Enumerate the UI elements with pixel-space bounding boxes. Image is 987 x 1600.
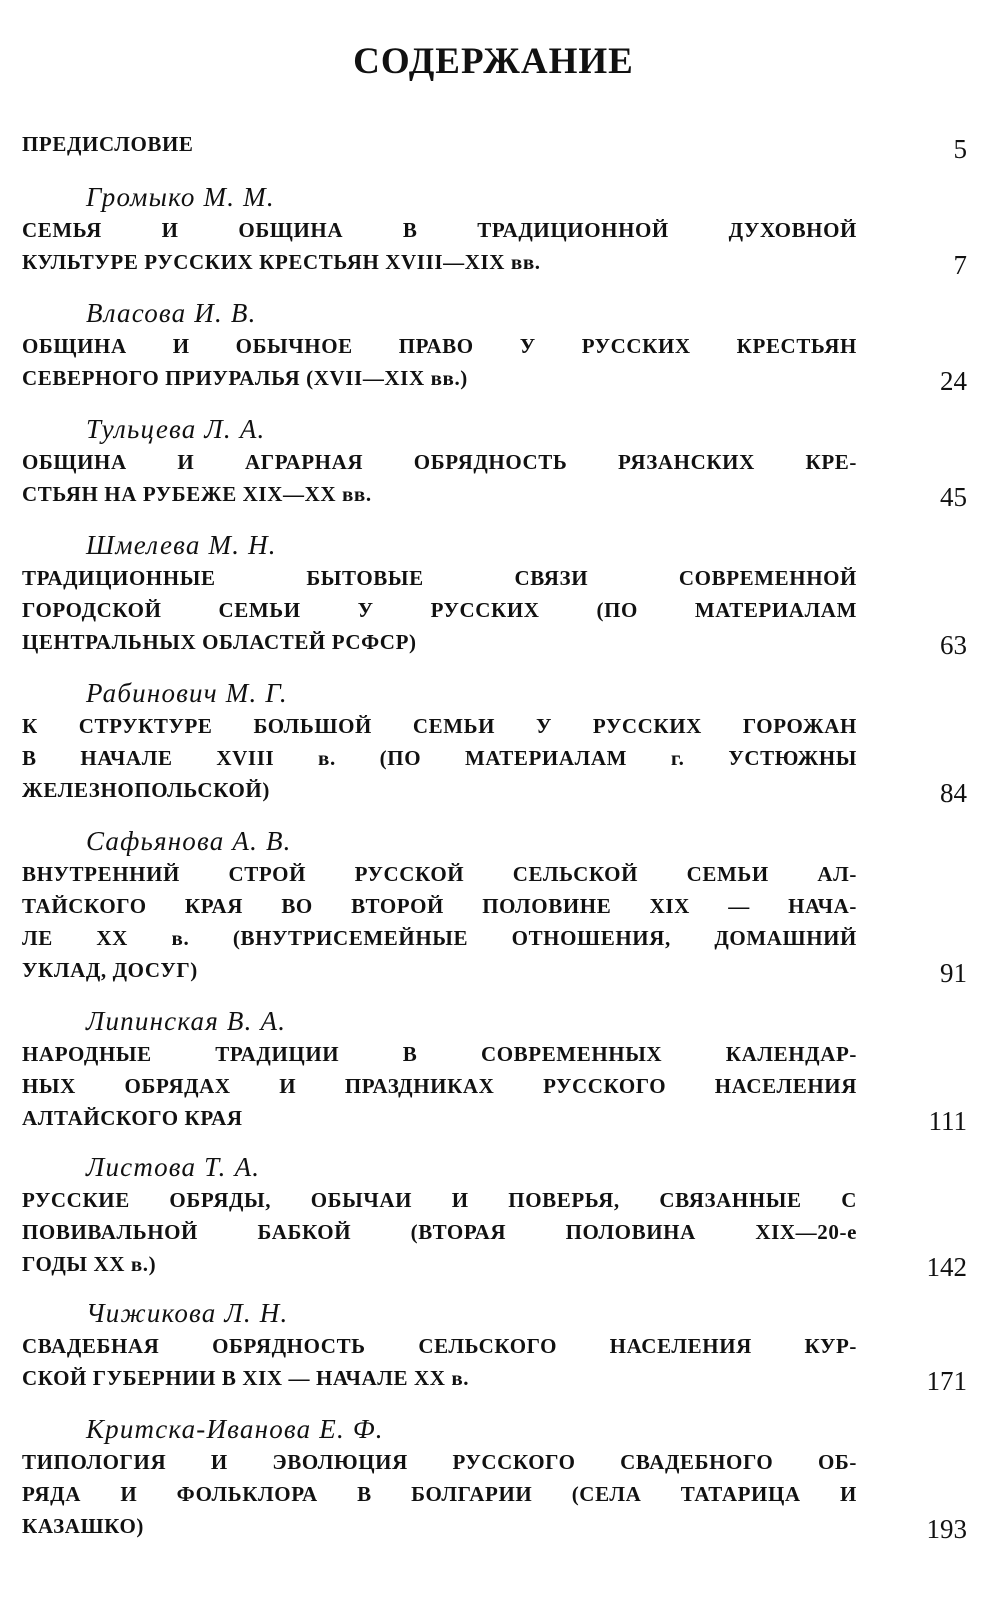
entry-title-line: РУССКИЕ ОБРЯДЫ, ОБЫЧАИ И ПОВЕРЬЯ, СВЯЗАННЫЕ С xyxy=(22,1188,857,1212)
entry-title-line: ТАЙСКОГО КРАЯ ВО ВТОРОЙ ПОЛОВИНЕ XIX — НАЧА- xyxy=(22,894,857,918)
entry-title xyxy=(22,446,857,510)
entry-page-number: 84 xyxy=(940,778,967,808)
entry-title-line: КУЛЬТУРЕ РУССКИХ КРЕСТЬЯН XVIII—XIX вв. xyxy=(22,250,541,274)
toc-entry xyxy=(22,1004,967,1134)
entry-author: Власова И. В. xyxy=(86,298,257,328)
entry-author: Чижикова Л. Н. xyxy=(86,1298,289,1328)
page-title: СОДЕРЖАНИЕ xyxy=(353,41,634,82)
entry-title-line: ЖЕЛЕЗНОПОЛЬСКОЙ) xyxy=(22,778,270,802)
toc-entry xyxy=(22,528,967,658)
entry-title-line: УКЛАД, ДОСУГ) xyxy=(22,958,198,982)
entry-page-number: 91 xyxy=(940,958,967,988)
entry-title-line: СТЬЯН НА РУБЕЖЕ XIX—XX вв. xyxy=(22,482,372,506)
entry-title-line: АЛТАЙСКОГО КРАЯ xyxy=(22,1106,243,1130)
entry-page-number: 7 xyxy=(953,250,967,280)
toc-entry xyxy=(22,296,967,394)
entry-title-line: ТРАДИЦИОННЫЕ БЫТОВЫЕ СВЯЗИ СОВРЕМЕННОЙ xyxy=(22,566,857,590)
entry-author: Тульцева Л. А. xyxy=(86,414,266,444)
entry-title-line: ЦЕНТРАЛЬНЫХ ОБЛАСТЕЙ РСФСР) xyxy=(22,630,417,654)
entry-title-line: ПОВИВАЛЬНОЙ БАБКОЙ (ВТОРАЯ ПОЛОВИНА XIX—20-е xyxy=(22,1220,857,1244)
entry-title-line: ГОДЫ XX в.) xyxy=(22,1252,157,1276)
entry-title xyxy=(22,1184,857,1280)
entry-author: Критска-Иванова Е. Ф. xyxy=(86,1414,384,1444)
entry-title xyxy=(22,330,857,394)
entry-title-line: НАРОДНЫЕ ТРАДИЦИИ В СОВРЕМЕННЫХ КАЛЕНДАР- xyxy=(22,1042,857,1066)
entry-title-line: РЯДА И ФОЛЬКЛОРА В БОЛГАРИИ (СЕЛА ТАТАРИЦА И xyxy=(22,1482,857,1506)
entry-title-line: ОБЩИНА И АГРАРНАЯ ОБРЯДНОСТЬ РЯЗАНСКИХ КРЕ- xyxy=(22,450,857,474)
entry-author: Сафьянова А. В. xyxy=(86,826,292,856)
entry-title-line: ОБЩИНА И ОБЫЧНОЕ ПРАВО У РУССКИХ КРЕСТЬЯН xyxy=(22,334,857,358)
toc-entry xyxy=(22,676,967,806)
entry-title-line: НЫХ ОБРЯДАХ И ПРАЗДНИКАХ РУССКОГО НАСЕЛЕНИЯ xyxy=(22,1074,857,1098)
entry-page-number: 63 xyxy=(940,630,967,660)
entry-page-number: 193 xyxy=(926,1514,967,1544)
entry-page-number: 5 xyxy=(953,134,967,164)
entry-author: Рабинович М. Г. xyxy=(86,678,288,708)
toc-entry xyxy=(22,412,967,510)
toc-entry xyxy=(22,1296,967,1394)
entry-title-line: ТИПОЛОГИЯ И ЭВОЛЮЦИЯ РУССКОГО СВАДЕБНОГО ОБ- xyxy=(22,1450,857,1474)
entry-title-line: ПРЕДИСЛОВИЕ xyxy=(22,132,194,156)
entry-page-number: 111 xyxy=(928,1106,967,1136)
entry-title xyxy=(22,1038,857,1134)
entry-author: Листова Т. А. xyxy=(86,1152,261,1182)
entry-author: Шмелева М. Н. xyxy=(86,530,277,560)
entry-page-number: 45 xyxy=(940,482,967,512)
entry-title xyxy=(22,858,857,986)
entry-page-number: 142 xyxy=(926,1252,967,1282)
entry-page-number: 24 xyxy=(940,366,967,396)
entry-title-line: ГОРОДСКОЙ СЕМЬИ У РУССКИХ (ПО МАТЕРИАЛАМ xyxy=(22,598,857,622)
toc-entry xyxy=(22,180,967,278)
entry-title-line: СЕВЕРНОГО ПРИУРАЛЬЯ (XVII—XIX вв.) xyxy=(22,366,468,390)
entry-title xyxy=(22,710,857,806)
entry-title-line: СВАДЕБНАЯ ОБРЯДНОСТЬ СЕЛЬСКОГО НАСЕЛЕНИЯ КУР- xyxy=(22,1334,857,1358)
toc-entry xyxy=(22,1412,967,1542)
entry-title xyxy=(22,214,857,278)
entry-author: Липинская В. А. xyxy=(86,1006,287,1036)
entry-title-line: К СТРУКТУРЕ БОЛЬШОЙ СЕМЬИ У РУССКИХ ГОРОЖАН xyxy=(22,714,857,738)
toc-entry xyxy=(22,824,967,986)
entry-title-line: СКОЙ ГУБЕРНИИ В XIX — НАЧАЛЕ XX в. xyxy=(22,1366,470,1390)
entry-title-line: В НАЧАЛЕ XVIII в. (ПО МАТЕРИАЛАМ г. УСТЮЖНЫ xyxy=(22,746,857,770)
entry-title-line: ЛЕ XX в. (ВНУТРИСЕМЕЙНЫЕ ОТНОШЕНИЯ, ДОМАШНИЙ xyxy=(22,926,857,950)
entry-title-line: СЕМЬЯ И ОБЩИНА В ТРАДИЦИОННОЙ ДУХОВНОЙ xyxy=(22,218,857,242)
entry-title-line: КАЗАШКО) xyxy=(22,1514,145,1538)
entry-title-line: ВНУТРЕННИЙ СТРОЙ РУССКОЙ СЕЛЬСКОЙ СЕМЬИ АЛ- xyxy=(22,862,857,886)
toc-entry xyxy=(22,1150,967,1280)
entry-title xyxy=(22,1330,857,1394)
entry-page-number: 171 xyxy=(926,1366,967,1396)
entry-title xyxy=(22,562,857,658)
entry-author: Громыко М. М. xyxy=(86,182,275,212)
entry-title xyxy=(22,1446,857,1542)
